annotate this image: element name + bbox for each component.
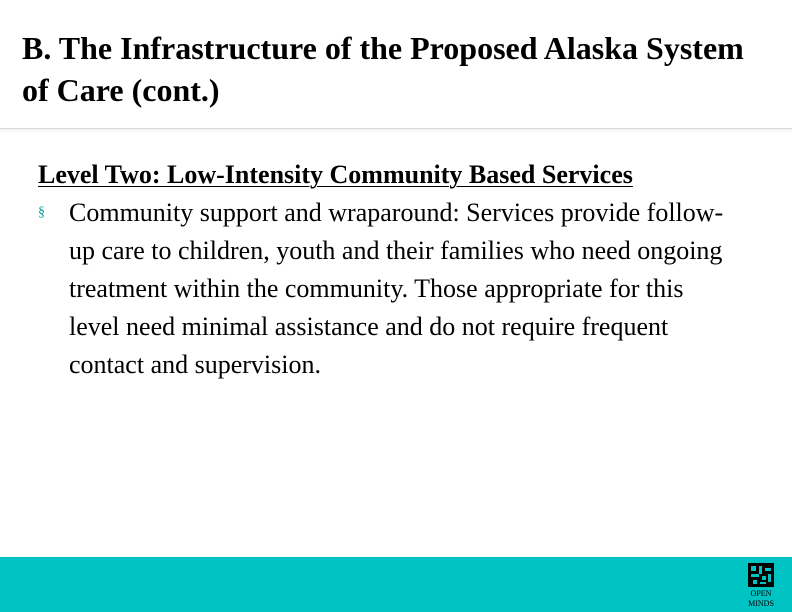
bullet-item xyxy=(38,194,738,384)
bullet-marker-icon: § xyxy=(38,205,45,220)
slide-content xyxy=(38,156,738,384)
bullet-text: Community support and wraparound: Services provide follow-up care to children, youth and their families who need ongoing treatment within the community. Those appropriate for this level need minimal assistance and do not require frequent contact and supervision. xyxy=(69,198,724,379)
logo-text-line1: OPEN xyxy=(750,589,772,598)
logo-text-line2: MINDS xyxy=(748,599,774,608)
slide-title: B. The Infrastructure of the Proposed Alaska System of Care (cont.) xyxy=(22,30,744,108)
open-minds-logo xyxy=(744,563,778,611)
footer-bar xyxy=(0,557,792,612)
open-minds-logo-icon xyxy=(748,563,774,587)
title-area xyxy=(0,0,792,129)
section-subheading: Level Two: Low-Intensity Community Based Services xyxy=(38,160,633,189)
